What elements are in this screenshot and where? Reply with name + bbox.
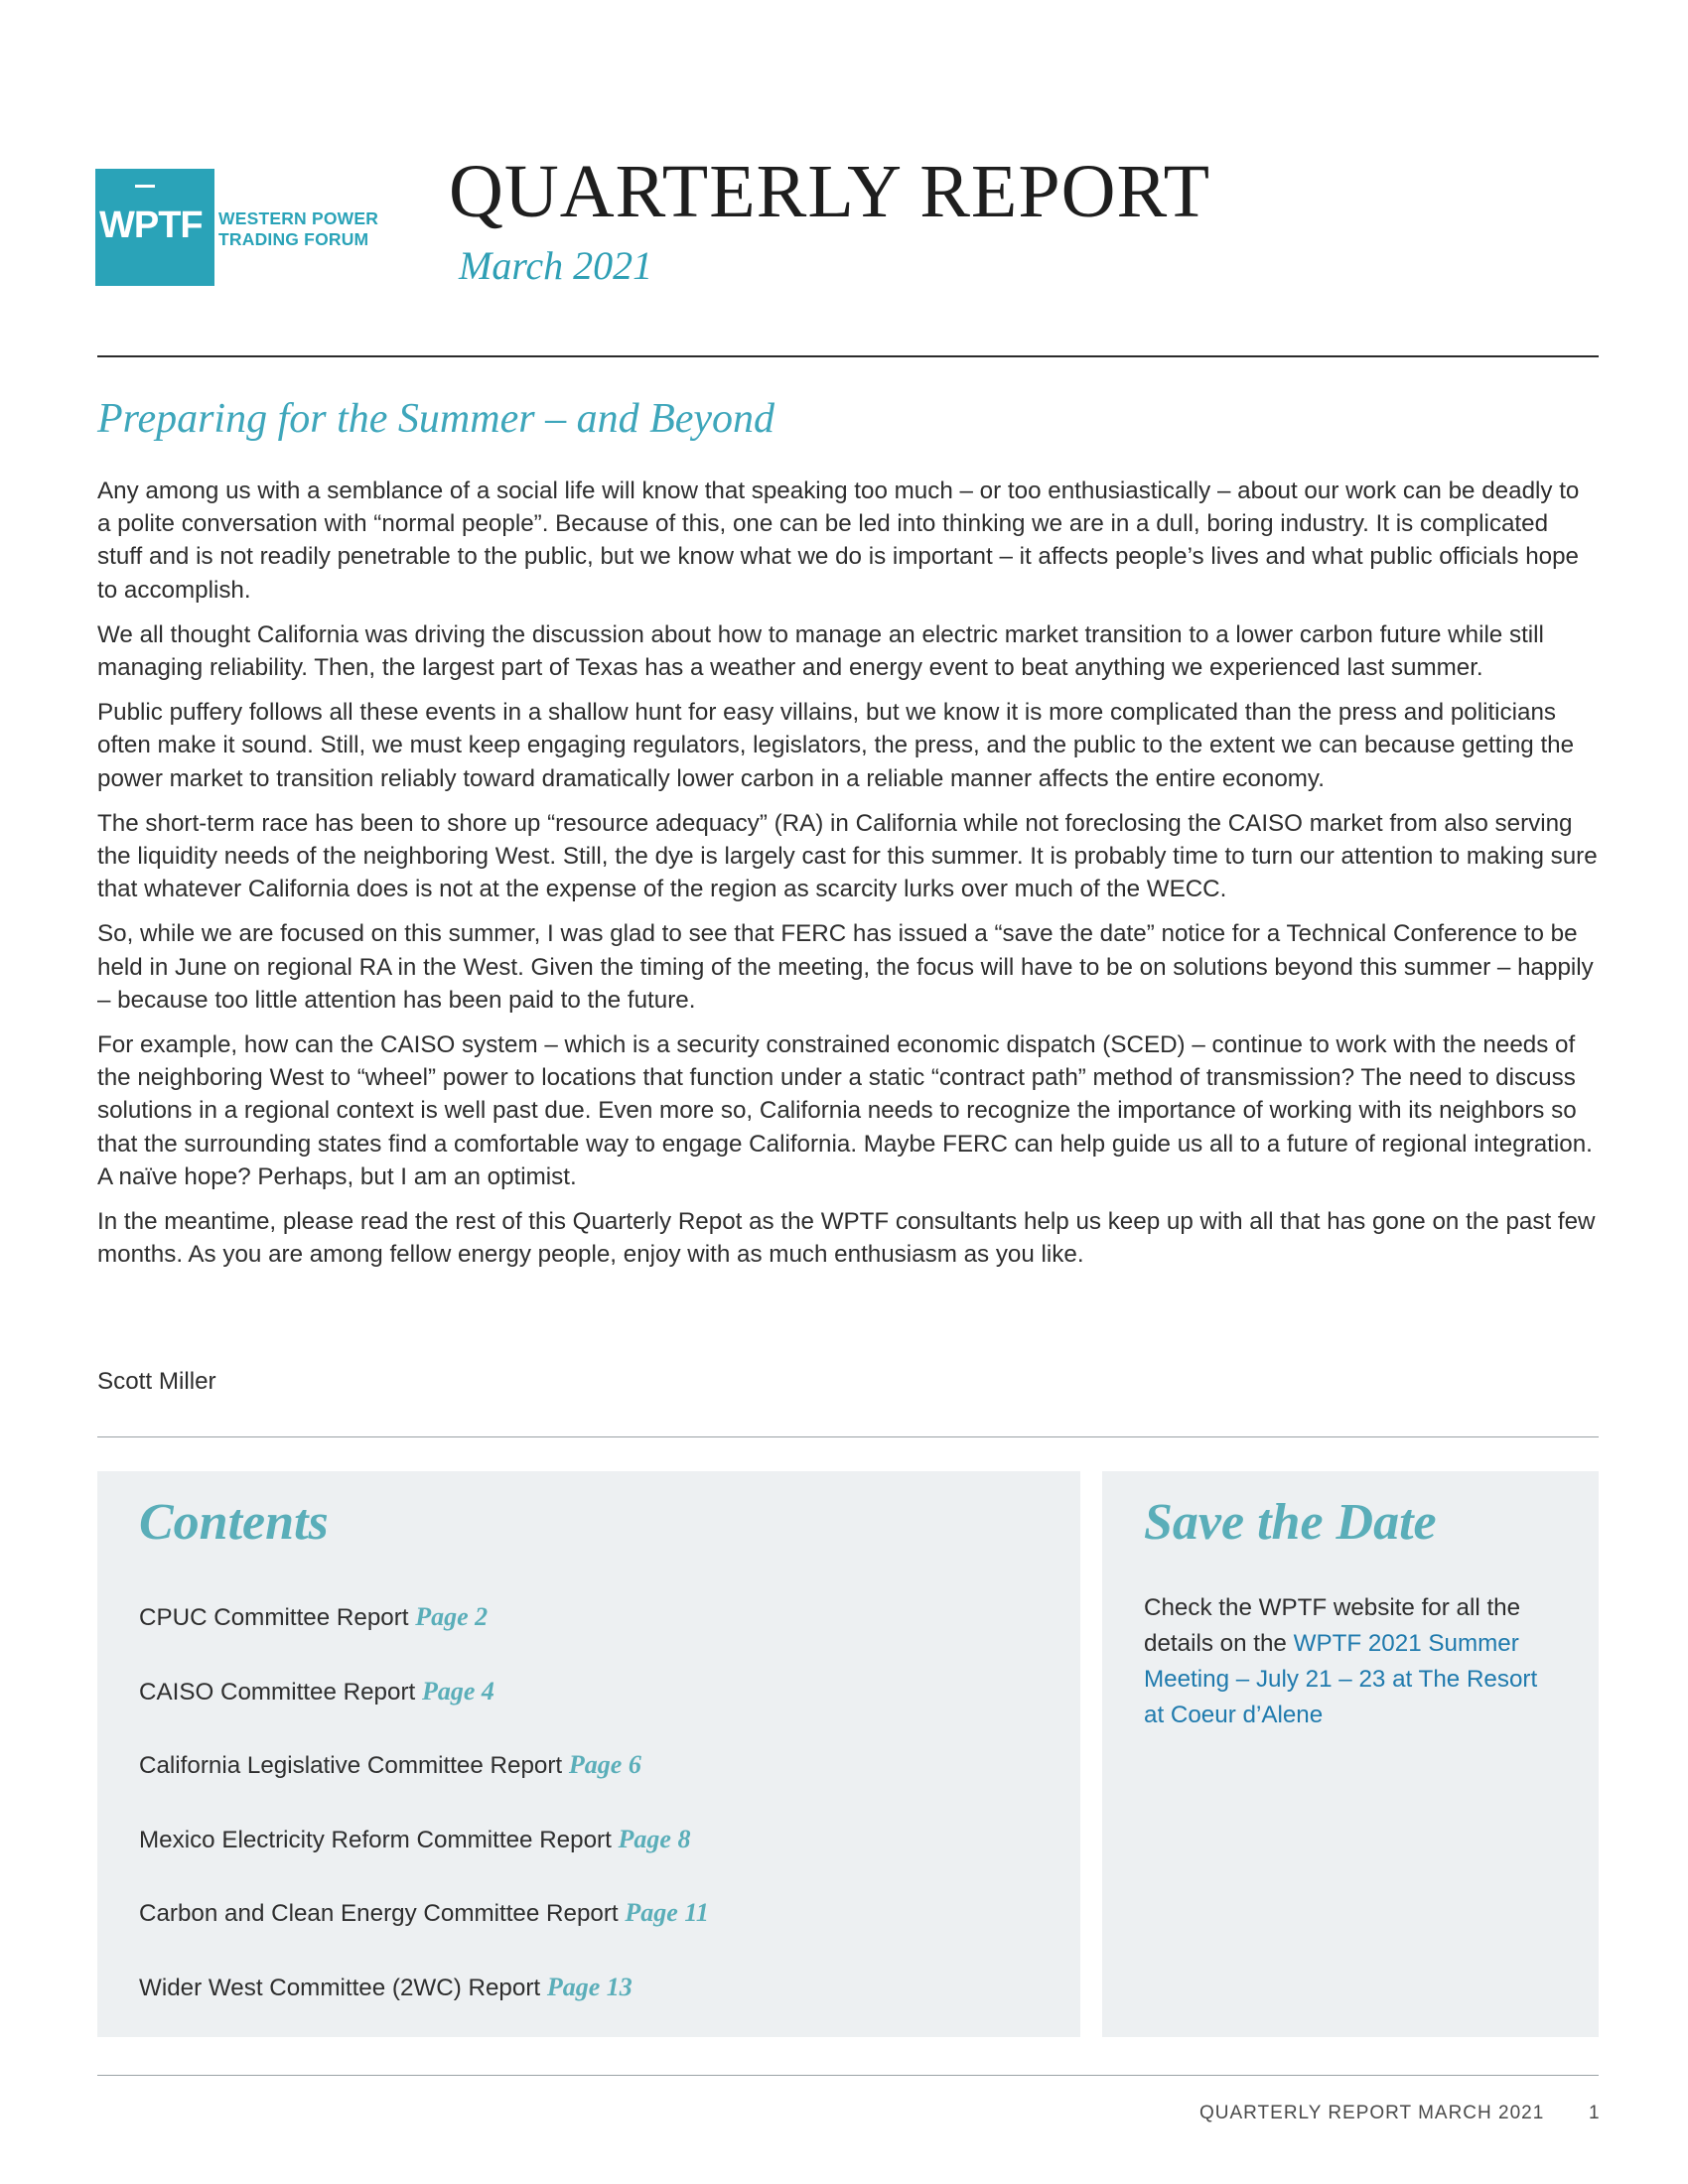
logo-accent-bar: [135, 185, 155, 188]
report-title: QUARTERLY REPORT: [449, 150, 1211, 233]
wptf-logo: [95, 169, 393, 286]
article-body: [97, 475, 1599, 1283]
article-signature: Scott Miller: [97, 1368, 216, 1395]
contents-item-page[interactable]: Page 4: [421, 1676, 494, 1706]
contents-list: [139, 1602, 709, 2046]
logo-name-line2: TRADING FORUM: [218, 229, 369, 249]
article-headline: Preparing for the Summer – and Beyond: [97, 396, 775, 442]
contents-item-label: Carbon and Clean Energy Committee Report: [139, 1900, 619, 1927]
save-the-date-title: Save the Date: [1144, 1494, 1437, 1551]
contents-title: Contents: [139, 1494, 329, 1551]
footer-divider: [97, 2075, 1599, 2076]
report-date: March 2021: [459, 243, 653, 288]
page-number: 1: [1589, 2103, 1600, 2123]
logo-mark-text: WPTF: [99, 205, 203, 246]
article-paragraph: Any among us with a semblance of a social life will know that speaking too much – or too enthusiastically – about our work can be deadly to a polite conversation with “normal people”. Because of this, one can be led into thinking we are in a dull, boring industry. It is complicated stuff and is not readily penetrable to the public, but we know what we do is important – it affects people’s lives and what public officials hope to accomplish.: [97, 478, 1580, 604]
contents-item-label: CAISO Committee Report: [139, 1678, 416, 1706]
contents-item-page[interactable]: Page 11: [625, 1898, 709, 1927]
article-paragraph: We all thought California was driving the discussion about how to manage an electric market transition to a lower carbon future while still managing reliability. Then, the largest part of Texas has a weather and energy event to beat anything we experienced last summer.: [97, 620, 1544, 682]
contents-item-page[interactable]: Page 8: [618, 1824, 691, 1853]
header-divider: [97, 355, 1599, 357]
article-paragraph: In the meantime, please read the rest of this Quarterly Repot as the WPTF consultants help us keep up with all that has gone on the past few months. As you are among fellow energy people, enjoy with as much enthusiasm as you like.: [97, 1208, 1596, 1269]
save-the-date-intro: Check the WPTF website for all the details on the: [1144, 1594, 1521, 1657]
contents-item-label: Wider West Committee (2WC) Report: [139, 1974, 541, 2001]
contents-item-label: Mexico Electricity Reform Committee Report: [139, 1826, 612, 1853]
footer-label: QUARTERLY REPORT MARCH 2021: [1199, 2103, 1545, 2123]
logo-name: [218, 208, 397, 250]
section-divider: [97, 1436, 1599, 1437]
contents-item[interactable]: [139, 1973, 709, 2047]
save-the-date-panel: [1102, 1471, 1599, 2037]
contents-item[interactable]: [139, 1750, 709, 1825]
article-paragraph: So, while we are focused on this summer, I was glad to see that FERC has issued a “save the date” notice for a Technical Conference to be held in June on regional RA in the West. Given the timing of the meeting, the focus will have to be on solutions beyond this summer – happily – because too little attention has been paid to the future.: [97, 920, 1594, 1014]
summer-meeting-link[interactable]: WPTF 2021 Summer Meeting – July 21 – 23 at The Resort at Coeur d’Alene: [1144, 1630, 1538, 1728]
contents-item[interactable]: [139, 1825, 709, 1899]
article-paragraph: The short-term race has been to shore up “resource adequacy” (RA) in California while not foreclosing the CAISO market from also serving the liquidity needs of the neighboring West. Still, the dye is largely cast for this summer. It is probably time to turn our attention to making sure that whatever California does is not at the expense of the region as scarcity lurks over much of the WECC.: [97, 809, 1598, 903]
contents-item[interactable]: [139, 1602, 709, 1677]
contents-item-page[interactable]: Page 2: [415, 1602, 489, 1631]
contents-item[interactable]: [139, 1898, 709, 1973]
article-paragraph: Public puffery follows all these events in a shallow hunt for easy villains, but we know it is more complicated than the press and politicians often make it sound. Still, we must keep engaging regulators, legislators, the press, and the public to the extent we can because getting the power market to transition reliably toward dramatically lower carbon in a reliable manner affects the entire economy.: [97, 699, 1575, 792]
logo-name-line1: WESTERN POWER: [218, 208, 379, 228]
save-the-date-text: [1144, 1590, 1561, 1733]
contents-item-label: CPUC Committee Report: [139, 1604, 409, 1631]
contents-item-page[interactable]: Page 6: [568, 1750, 641, 1779]
logo-mark: [95, 169, 214, 286]
contents-item-label: California Legislative Committee Report: [139, 1752, 563, 1779]
article-paragraph: For example, how can the CAISO system – which is a security constrained economic dispatch (SCED) – continue to work with the needs of the neighboring West to “wheel” power to locations that function under a static “contract path” method of transmission? The need to discuss solutions in a regional context is well past due. Even more so, California needs to recognize the importance of working with its neighbors so that the surrounding states find a comfortable way to engage California. Maybe FERC can help guide us all to a future of regional integration. A naïve hope? Perhaps, but I am an optimist.: [97, 1031, 1593, 1190]
contents-item-page[interactable]: Page 13: [546, 1972, 633, 2001]
contents-panel: [97, 1471, 1080, 2037]
contents-item[interactable]: [139, 1677, 709, 1751]
